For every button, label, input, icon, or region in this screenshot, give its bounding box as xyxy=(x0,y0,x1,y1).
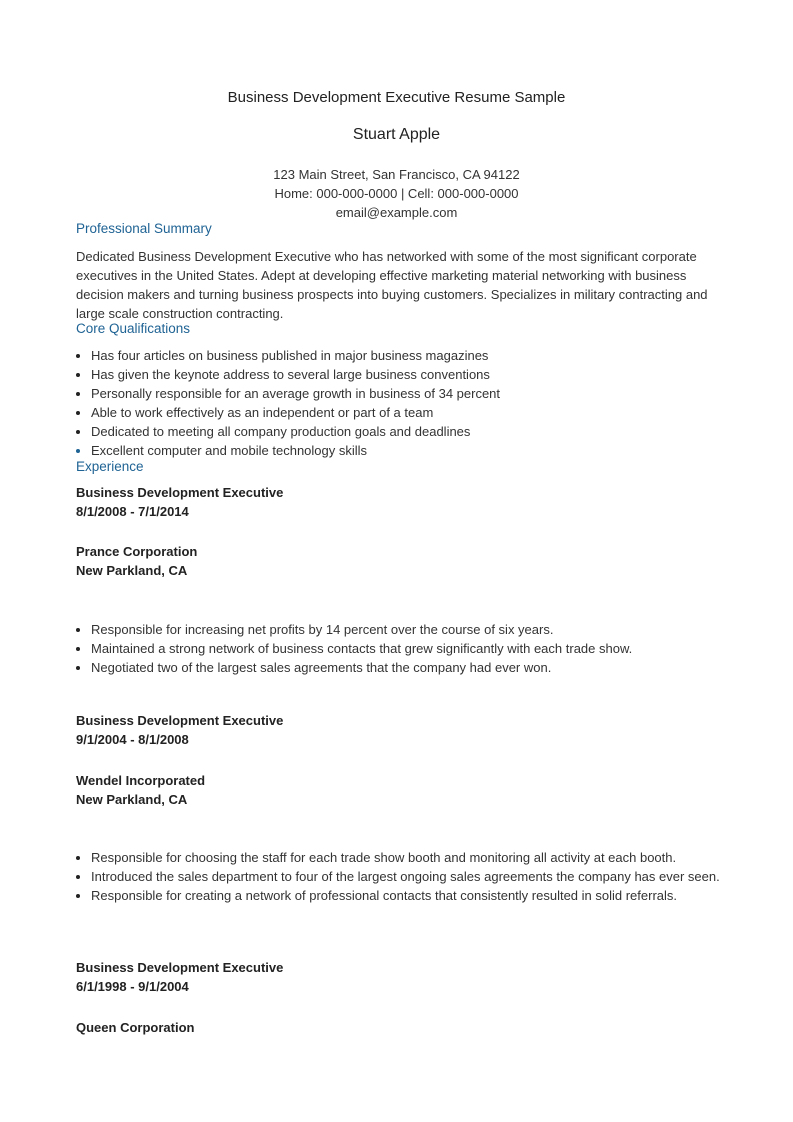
list-item: Personally responsible for an average growth in business of 34 percent xyxy=(76,384,736,403)
candidate-name: Stuart Apple xyxy=(352,126,441,143)
job-title: Business Development Executive xyxy=(76,485,284,500)
bullet-icon xyxy=(76,392,80,396)
bullet-icon xyxy=(76,373,80,377)
list-item: Able to work effectively as an independent or part of a team xyxy=(76,403,736,422)
job-title: Business Development Executive xyxy=(76,960,284,975)
bullet-icon xyxy=(76,875,80,879)
job-responsibilities-list xyxy=(76,848,736,905)
list-item: Has four articles on business published in major business magazines xyxy=(76,346,736,365)
list-item: Introduced the sales department to four of the largest ongoing sales agreements the company has ever seen. xyxy=(76,867,736,886)
job-responsibilities-list xyxy=(76,620,736,677)
core-qualifications-heading: Core Qualifications xyxy=(76,321,191,336)
job-title: Business Development Executive xyxy=(76,713,284,728)
document-title: Business Development Executive Resume Sample xyxy=(227,89,566,106)
bullet-icon xyxy=(76,411,80,415)
list-item: Responsible for increasing net profits by 14 percent over the course of six years. xyxy=(76,620,736,639)
job-dates: 9/1/2004 - 8/1/2008 xyxy=(76,732,189,747)
job-company: Queen Corporation xyxy=(76,1020,195,1035)
bullet-icon xyxy=(76,449,80,453)
job-dates: 8/1/2008 - 7/1/2014 xyxy=(76,504,189,519)
job-company: Prance Corporation xyxy=(76,544,198,559)
list-item: Responsible for creating a network of professional contacts that consistently resulted in solid referrals. xyxy=(76,886,736,905)
experience-heading: Experience xyxy=(76,459,144,474)
bullet-icon xyxy=(76,894,80,898)
list-item: Maintained a strong network of business contacts that grew significantly with each trade show. xyxy=(76,639,736,658)
address-line: 123 Main Street, San Francisco, CA 94122 xyxy=(273,167,520,182)
job-location: New Parkland, CA xyxy=(76,563,188,578)
job-location: New Parkland, CA xyxy=(76,792,188,807)
list-item: Has given the keynote address to several large business conventions xyxy=(76,365,736,384)
bullet-icon xyxy=(76,856,80,860)
professional-summary-text: Dedicated Business Development Executive who has networked with some of the most significant corporate executives in the United States. Adept at developing effective marketing material networking with business decision makers and turning business prospects into buying customers. Specializes in military contracting and large scale construction contracting. xyxy=(76,249,708,321)
phone-line: Home: 000-000-0000 | Cell: 000-000-0000 xyxy=(274,186,519,201)
list-item: Negotiated two of the largest sales agreements that the company had ever won. xyxy=(76,658,736,677)
job-dates: 6/1/1998 - 9/1/2004 xyxy=(76,979,189,994)
bullet-icon xyxy=(76,354,80,358)
list-item: Excellent computer and mobile technology skills xyxy=(76,441,736,460)
bullet-icon xyxy=(76,666,80,670)
core-qualifications-list xyxy=(76,346,736,460)
list-item: Dedicated to meeting all company production goals and deadlines xyxy=(76,422,736,441)
bullet-icon xyxy=(76,647,80,651)
bullet-icon xyxy=(76,628,80,632)
email-line: email@example.com xyxy=(335,205,458,220)
job-company: Wendel Incorporated xyxy=(76,773,206,788)
bullet-icon xyxy=(76,430,80,434)
professional-summary-heading: Professional Summary xyxy=(76,221,212,236)
list-item: Responsible for choosing the staff for each trade show booth and monitoring all activity at each booth. xyxy=(76,848,736,867)
